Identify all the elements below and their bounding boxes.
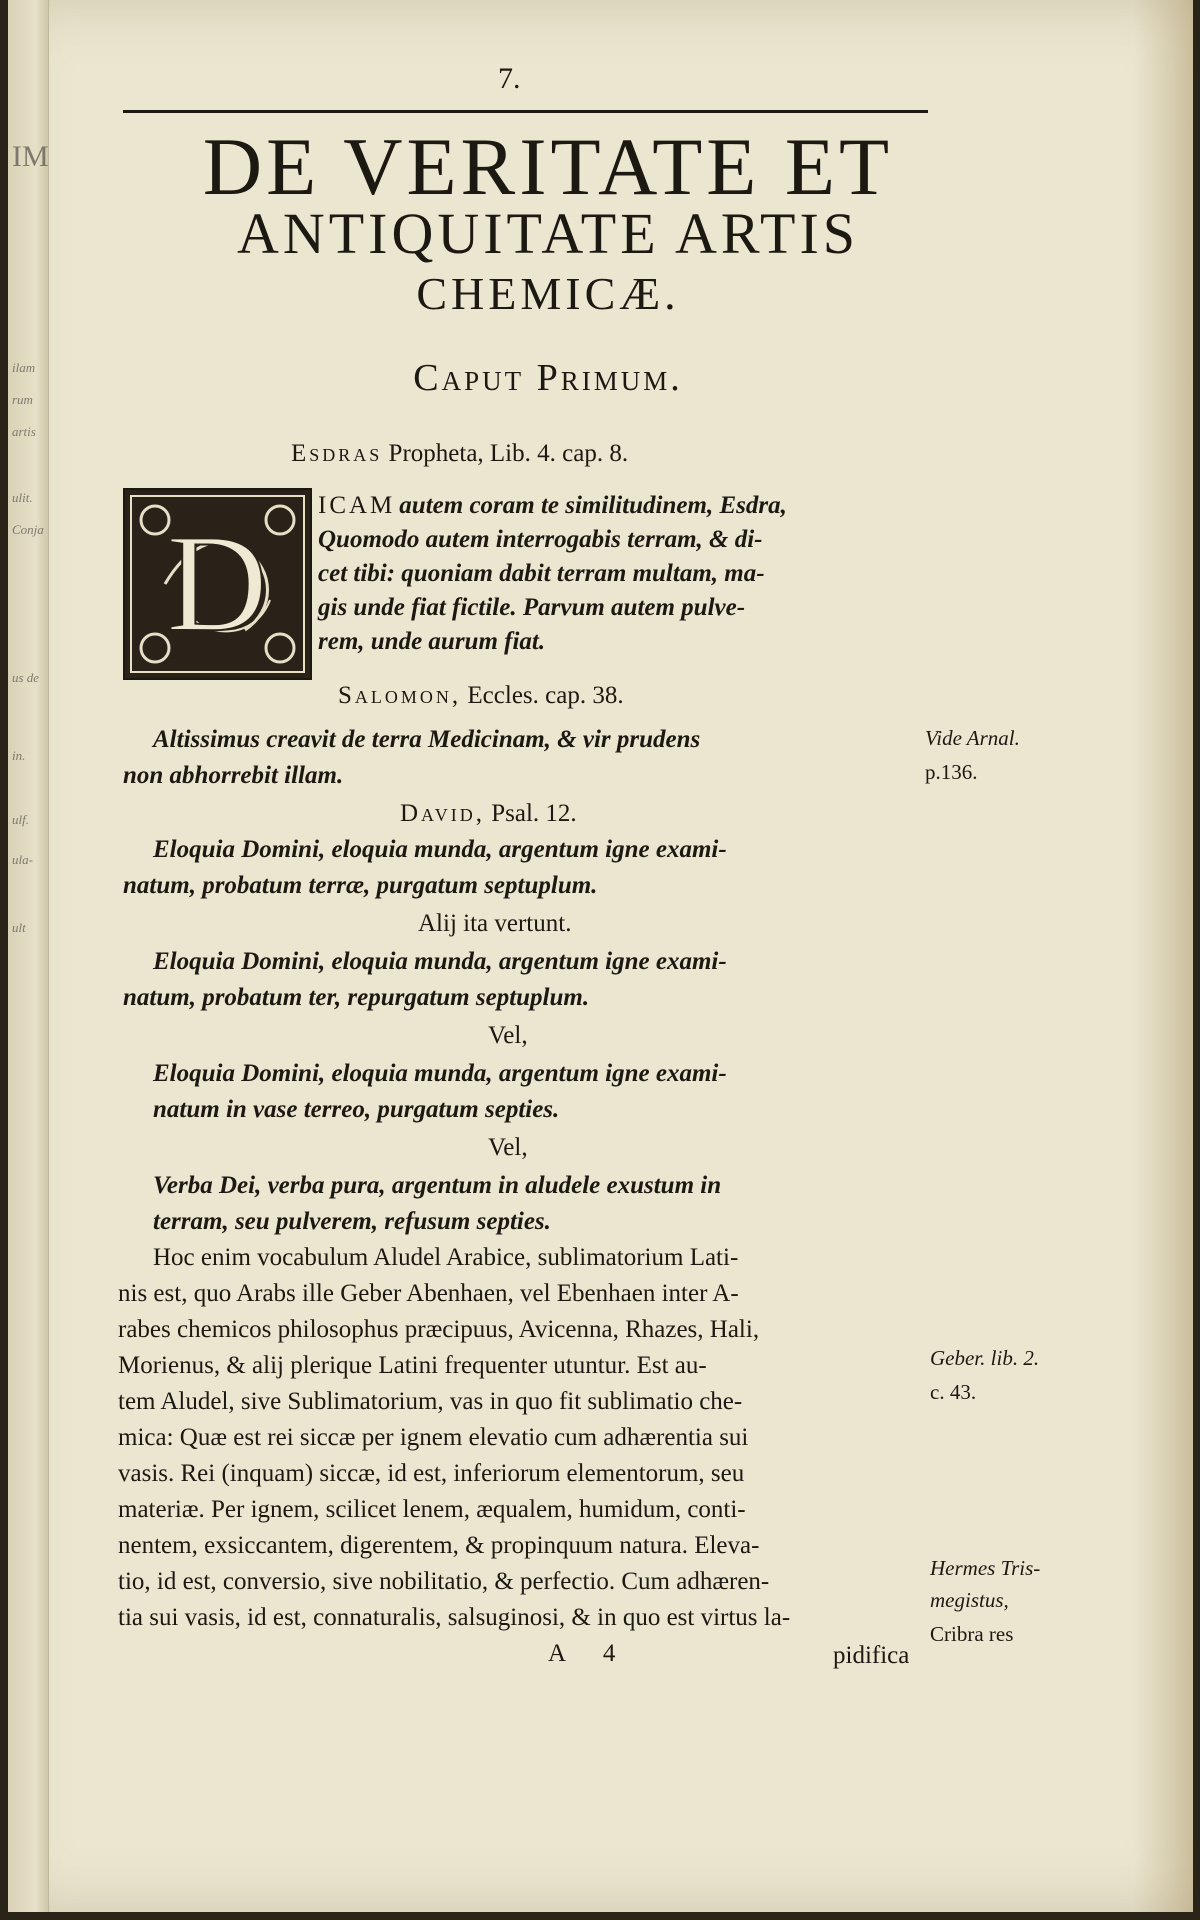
title-line-1: DE VERITATE ET [202,121,894,212]
citation-ref: Psal. 12. [491,800,577,827]
esdras-line: rem, unde aurum fiat. [318,628,546,655]
david-line: natum, probatum terræ, purgatum septuplum. [123,872,598,899]
bleed-text: IM [12,140,49,173]
salomon-line: Altissimus creavit de terra Medicinam, & vir prudens [153,726,701,753]
body-line: tem Aludel, sive Sublimatorium, vas in quo fit sublimatio che- [118,1388,743,1415]
margin-note: Hermes Tris- [930,1556,1041,1580]
title-line-3: CHEMICÆ. [416,268,680,319]
vel-line: natum in vase terreo, purgatum septies. [153,1096,560,1123]
esdras-line [318,492,787,520]
variant-label: Alij ita vertunt. [418,910,572,937]
body-line: Morienus, & alij plerique Latini frequenter utuntur. Est au- [118,1352,707,1379]
body-line: nis est, quo Arabs ille Geber Abenhaen, vel Ebenhaen inter A- [118,1280,739,1307]
svg-text:D: D [166,506,268,661]
body-line: tio, id est, conversio, sive nobilitatio, & perfectio. Cum adhæren- [118,1568,770,1595]
bleed-text: ult [12,920,26,935]
citation-ref: Propheta, Lib. 4. cap. 8. [388,440,629,467]
citation-name: Salomon, [338,682,462,709]
margin-note: Vide Arnal. [925,726,1020,750]
bleed-text: ulf. [12,812,29,827]
gutter-previous-page [8,0,49,1912]
variant-label: Vel, [488,1022,528,1049]
ornament-icon [125,490,310,678]
salomon-line: non abhorrebit illam. [123,762,344,789]
body-line: materiæ. Per ignem, scilicet lenem, æqualem, humidum, conti- [118,1496,746,1523]
chapter-heading: Caput Primum. [413,357,683,399]
citation-name: Esdras [291,440,383,467]
catchword: pidifica [833,1642,910,1669]
bleed-text: Conja [12,522,44,537]
vel-line: terram, seu pulverem, refusum septies. [153,1208,551,1235]
bleed-text: ilam [12,360,36,375]
bleed-text: artis [12,424,36,439]
citation-david [400,800,577,828]
citation-name: David, [400,800,485,827]
margin-note: Geber. lib. 2. [930,1346,1040,1370]
alij-line: natum, probatum ter, repurgatum septuplum. [123,984,590,1011]
variant-label: Vel, [488,1134,528,1161]
margin-note: megistus, [930,1588,1009,1612]
margin-note: Cribra res [930,1622,1014,1646]
book-page [8,0,1193,1912]
title-line-2: ANTIQUITATE ARTIS [236,201,860,266]
citation-esdras [291,440,628,468]
body-line: vasis. Rei (inquam) siccæ, id est, inferiorum elementorum, seu [118,1460,745,1487]
alij-line: Eloquia Domini, eloquia munda, argentum igne exami- [153,948,727,975]
body-line: tia sui vasis, id est, connaturalis, salsuginosi, & in quo est virtus la- [118,1604,791,1631]
margin-note: c. 43. [930,1380,977,1404]
decorated-initial [123,488,312,680]
vel-line: Verba Dei, verba pura, argentum in aludele exustum in [153,1172,722,1199]
esdras-line: gis unde fiat fictile. Parvum autem pulve- [318,594,746,621]
body-line: Hoc enim vocabulum Aludel Arabice, sublimatorium Lati- [153,1244,739,1271]
david-line: Eloquia Domini, eloquia munda, argentum igne exami- [153,836,727,863]
esdras-line: Quomodo autem interrogabis terram, & di- [318,526,763,553]
signature-mark: A 4 [548,1640,632,1667]
bleed-text: rum [12,392,33,407]
body-line: nentem, exsiccantem, digerentem, & propinquum natura. Eleva- [118,1532,760,1559]
body-line: mica: Quæ est rei siccæ per ignem elevatio cum adhærentia sui [118,1424,749,1451]
opening-word: ICAM [318,492,396,519]
bleed-text: in. [12,748,26,763]
header-rule [123,110,928,113]
bleed-text: ulit. [12,490,33,505]
body-line: rabes chemicos philosophus præcipuus, Avicenna, Rhazes, Hali, [118,1316,760,1343]
citation-ref: Eccles. cap. 38. [467,682,624,709]
vel-line: Eloquia Domini, eloquia munda, argentum igne exami- [153,1060,727,1087]
citation-salomon [338,682,624,710]
esdras-line: cet tibi: quoniam dabit terram multam, ma- [318,560,765,587]
margin-note: p.136. [925,760,978,784]
esdras-text: autem coram te similitudinem, Esdra, [399,492,787,519]
bleed-text: us de [12,670,40,685]
page-number: 7. [498,62,521,95]
bleed-text: ula- [12,852,33,867]
